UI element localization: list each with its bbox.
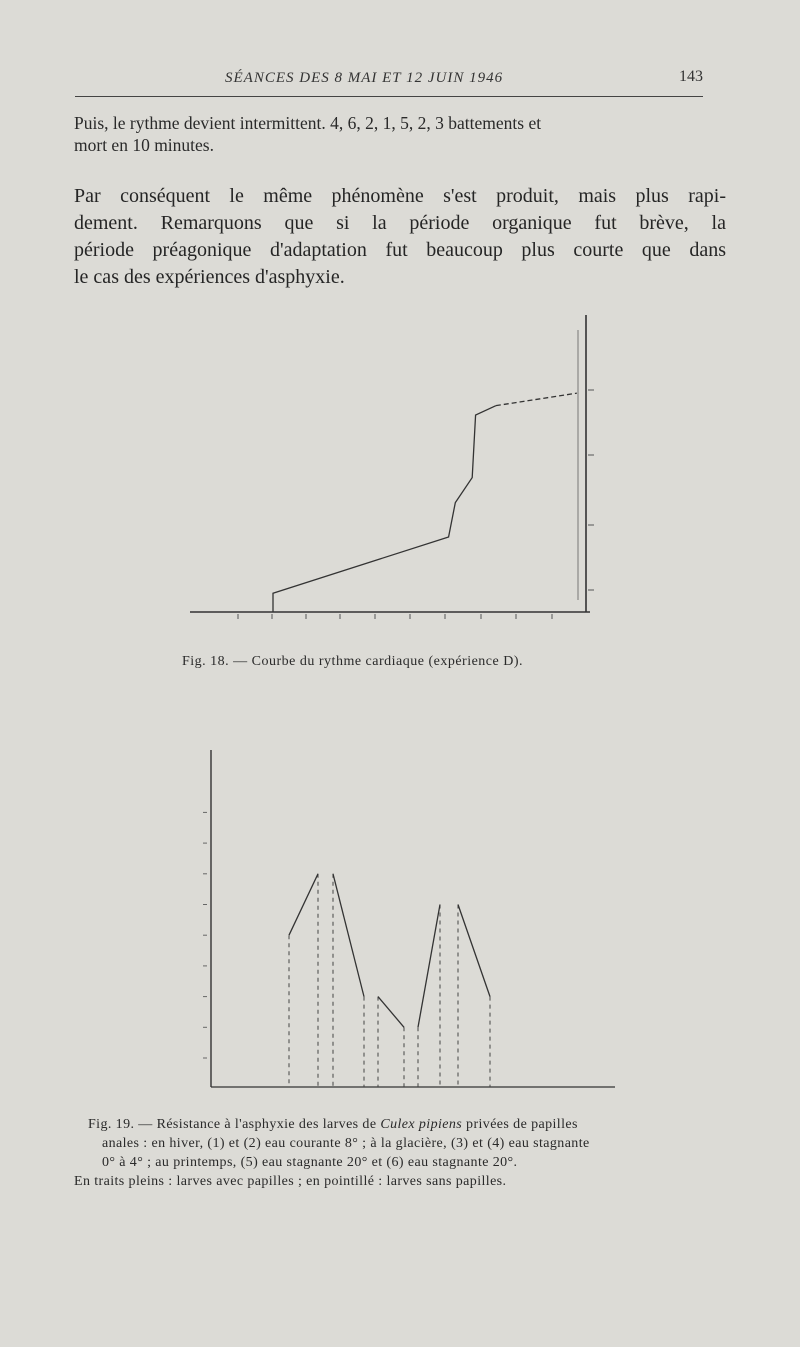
- paragraph-line: le cas des expériences d'asphyxie.: [74, 266, 345, 288]
- experiment-line-4: [418, 905, 440, 1028]
- figure-19-caption: [74, 1115, 728, 1191]
- paragraph-line: Puis, le rythme devient intermittent. 4, 6, 2, 1, 5, 2, 3 battements et: [74, 113, 542, 133]
- paragraph-line: période préagonique d'adaptation fut beaucoup plus courte que dans: [74, 239, 726, 261]
- paragraph-line: Par conséquent le même phénomène s'est produit, mais plus rapi-: [74, 185, 726, 207]
- caption-line: anales : en hiver, (1) et (2) eau courante 8° ; à la glacière, (3) et (4) eau stagnante: [102, 1136, 590, 1151]
- caption-prefix: Fig. 19. — Résistance à l'asphyxie des larves de: [88, 1117, 381, 1132]
- paragraph-line: mort en 10 minutes.: [74, 135, 214, 155]
- caption-suffix: privées de papilles: [462, 1117, 578, 1132]
- page-number: 143: [679, 68, 703, 85]
- header-title: SÉANCES DES 8 MAI ET 12 JUIN 1946: [225, 70, 504, 86]
- figure-18-caption: Fig. 18. — Courbe du rythme cardiaque (expérience D).: [182, 654, 524, 669]
- experiment-line-3: [378, 997, 404, 1028]
- experiment-line-5: [458, 905, 490, 997]
- paragraph-line: dement. Remarquons que si la période organique fut brève, la: [74, 212, 726, 234]
- caption-line: 0° à 4° ; au printemps, (5) eau stagnante 20° et (6) eau stagnante 20°.: [102, 1155, 518, 1170]
- experiment-line-1: [289, 874, 318, 935]
- caption-line: En traits pleins : larves avec papilles ; en pointillé : larves sans papilles.: [74, 1174, 507, 1189]
- caption-species: Culex pipiens: [380, 1117, 463, 1132]
- experiment-line-2: [333, 874, 364, 997]
